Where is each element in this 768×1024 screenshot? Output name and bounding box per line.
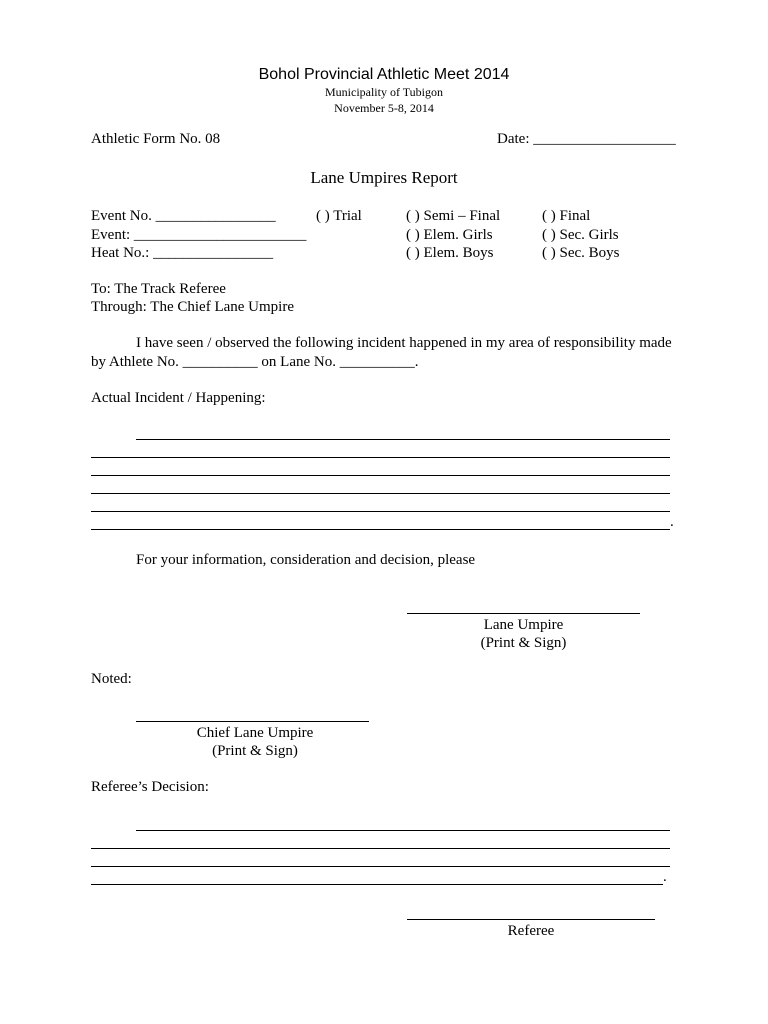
- writing-line[interactable]: [91, 866, 670, 867]
- event-field[interactable]: Event: _______________________: [91, 227, 307, 243]
- lane-umpire-note: (Print & Sign): [480, 635, 567, 651]
- writing-line[interactable]: [91, 884, 663, 885]
- referee-label: Referee: [507, 923, 555, 939]
- option-sec-boys[interactable]: ( ) Sec. Boys: [542, 245, 620, 261]
- report-title: Lane Umpires Report: [310, 168, 458, 187]
- to-line: To: The Track Referee: [91, 281, 226, 297]
- writing-line[interactable]: [91, 493, 670, 494]
- option-semi-final[interactable]: ( ) Semi – Final: [406, 208, 501, 224]
- municipality-line: Municipality of Tubigon: [324, 85, 443, 99]
- writing-line[interactable]: [136, 439, 670, 440]
- heat-no-field[interactable]: Heat No.: ________________: [91, 245, 274, 261]
- date-field[interactable]: Date: ___________________: [497, 131, 676, 147]
- chief-note: (Print & Sign): [212, 743, 298, 759]
- writing-line[interactable]: [91, 457, 670, 458]
- chief-lane-umpire-label: Chief Lane Umpire: [196, 725, 314, 741]
- form-number: Athletic Form No. 08: [91, 131, 221, 147]
- incident-label: Actual Incident / Happening:: [91, 390, 266, 406]
- incident-end-period: .: [670, 514, 674, 530]
- lane-umpire-label: Lane Umpire: [483, 617, 564, 633]
- referee-decision-label: Referee’s Decision:: [91, 779, 209, 795]
- statement-line-1: I have seen / observed the following incident happened in my area of responsibility made: [136, 335, 672, 351]
- referee-signature-line[interactable]: [407, 919, 655, 920]
- writing-line[interactable]: [91, 475, 670, 476]
- writing-line[interactable]: [136, 830, 670, 831]
- noted-label: Noted:: [91, 671, 132, 687]
- option-trial[interactable]: ( ) Trial: [316, 208, 362, 224]
- option-final[interactable]: ( ) Final: [542, 208, 591, 224]
- writing-line[interactable]: [91, 529, 670, 530]
- chief-signature-line[interactable]: [136, 721, 369, 722]
- option-elem-boys[interactable]: ( ) Elem. Boys: [406, 245, 494, 261]
- dates-line: November 5-8, 2014: [334, 101, 434, 115]
- writing-line[interactable]: [91, 848, 670, 849]
- event-no-field[interactable]: Event No. ________________: [91, 208, 276, 224]
- through-line: Through: The Chief Lane Umpire: [91, 299, 294, 315]
- option-sec-girls[interactable]: ( ) Sec. Girls: [542, 227, 619, 243]
- meet-title: Bohol Provincial Athletic Meet 2014: [258, 66, 510, 83]
- decision-end-period: .: [663, 869, 667, 885]
- writing-line[interactable]: [91, 511, 670, 512]
- lane-umpire-signature-line[interactable]: [407, 613, 640, 614]
- option-elem-girls[interactable]: ( ) Elem. Girls: [406, 227, 493, 243]
- statement-line-2[interactable]: by Athlete No. __________ on Lane No. __________.: [91, 354, 419, 370]
- closing-line: For your information, consideration and decision, please: [136, 552, 476, 568]
